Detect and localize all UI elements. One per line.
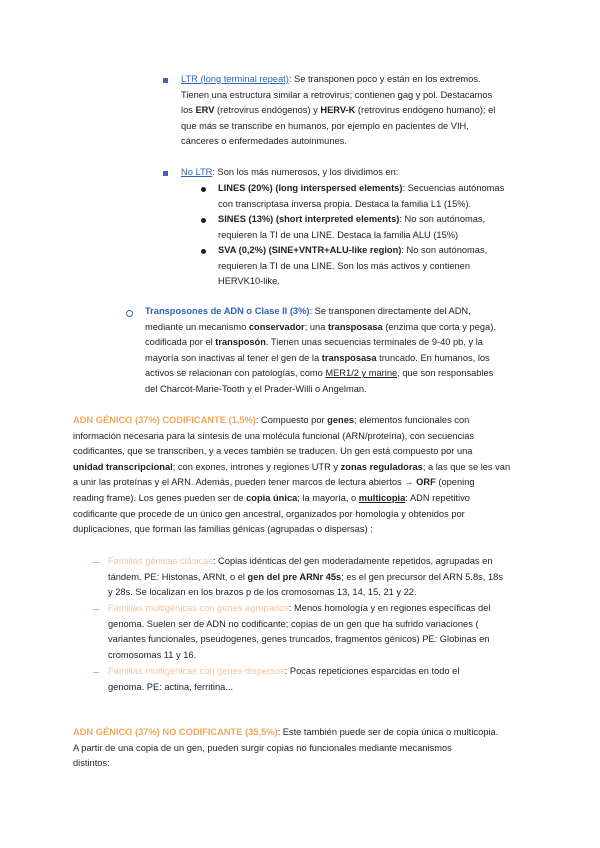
sines-term: SINES (13%) (short interpreted elements): [218, 214, 400, 224]
clase2-term: Transposones de ADN o Clase II (3%): [145, 306, 310, 316]
ltr-text: (retrovirus endógenos) y: [214, 105, 321, 116]
sva-item: [218, 243, 538, 290]
ltr-line-2: Tienen una estructura similar a retrovirus; contienen gag y pol. Destacamos: [181, 89, 493, 100]
codificante-text-8: duplicaciones, que forman las familias génicas (agrupadas o dispersas) :: [73, 524, 373, 535]
codificante-text-3: codificantes, que se transcriben, y a veces también se traducen. Un gen está compuesto por una: [73, 446, 473, 457]
unidad-term: unidad transcripcional: [73, 461, 173, 472]
codificante-text: : Compuesto por: [255, 415, 328, 425]
ltr-line-4: que más se transcribe en humanos, por ejemplo en pacientes de VIH,: [181, 120, 469, 131]
noltr-text: : Son los más numerosos, y los dividimos en:: [212, 167, 399, 177]
codificante-text: ; a las que se les van: [422, 461, 511, 472]
sines-text-2: requieren la TI de una LINE. Destaca la familia ALU (15%): [218, 229, 459, 240]
clase2-text-6: del Charcot-Marie-Tooth y el Prader-Willi o Angelman.: [145, 383, 367, 394]
clase2-text: , que son responsables: [397, 368, 494, 379]
ltr-line-5: cánceres o enfermedades autoinmunes.: [181, 136, 347, 147]
lines-term: LINES (20%) (long interspersed elements): [218, 183, 403, 193]
sines-item: [218, 212, 538, 243]
square-bullet-icon: [163, 171, 168, 176]
familia-clasica-label: Familias génicas clásicas: [108, 556, 213, 566]
noltr-paragraph: [181, 165, 541, 181]
familia-text: : Menos homología y en regiones específicas del: [288, 603, 491, 613]
nocod-paragraph: [73, 725, 543, 772]
multicopia-term: multicopia: [358, 492, 406, 503]
noltr-term: No LTR: [181, 167, 213, 177]
dash-bullet-icon: [93, 562, 99, 563]
codificante-heading: ADN GÉNICO (37%) CODIFICANTE (1,5%): [73, 415, 256, 425]
erv-term: ERV: [195, 105, 215, 116]
clase2-text: ; una: [304, 321, 328, 332]
square-bullet-icon: [163, 78, 168, 83]
mer-term: MER1/2 y marine: [325, 368, 398, 379]
familia-text-3: variantes funcionales, pseudogenes, genes truncados, fragmentos génicos) PE: Globinas en: [108, 634, 490, 645]
codificante-text: (opening: [435, 477, 475, 488]
ltr-term: LTR (long terminal repeat): [181, 74, 289, 84]
codificante-text: ; la mayoría, o: [297, 492, 359, 503]
genes-term: genes: [327, 415, 355, 425]
familia-text: : Copias idénticas del gen moderadamente repetidos, agrupadas en: [212, 556, 493, 566]
clase2-text: activos se relacionan con patologías, como: [145, 368, 326, 379]
sva-text-3: HERVK10-like.: [218, 276, 280, 287]
ltr-text: los: [181, 105, 196, 116]
ltr-paragraph: [181, 72, 541, 150]
familia-dispersos-item: [108, 664, 548, 695]
transposasa-term: transposasa: [321, 352, 377, 363]
circle-bullet-icon: [126, 310, 133, 317]
codificante-text: a unir las proteínas y el ARN. Además, pueden tener marcos de lectura abiertos →: [73, 477, 417, 488]
sva-term: SVA (0,2%) (SINE+VNTR+ALU-like region): [218, 245, 402, 255]
familia-clasica-item: [108, 554, 548, 601]
familia-text: : Pocas repeticiones esparcidas en todo el: [284, 666, 460, 676]
familia-text-2: genoma. Suelen ser de ADN no codificante; copias de un gen que ha sufrido variaciones (: [108, 618, 479, 629]
sva-text: : No son autónomas,: [401, 245, 488, 255]
codificante-text-7: codificante que procede de un único gen ancestral, organizados por homología y obtenidos por: [73, 508, 465, 519]
nocod-text-3: distintos:: [73, 758, 110, 769]
familia-text-4: cromosomas 11 y 16.: [108, 649, 197, 660]
hervk-term: HERV-K: [320, 105, 356, 116]
codificante-text: reading frame). Los genes pueden ser de: [73, 492, 247, 503]
codificante-text: : ADN repetitivo: [405, 492, 470, 503]
familia-dispersos-label: Familias multigénicas con genes dispersos: [108, 666, 285, 676]
transposasa-term: transposasa: [327, 321, 383, 332]
clase2-paragraph: [145, 304, 545, 398]
clase2-text: codificada por el: [145, 337, 216, 348]
lines-item: [218, 181, 538, 212]
codificante-text: ; con exones, intrones y regiones UTR y: [172, 461, 341, 472]
clase2-text: mediante un mecanismo: [145, 321, 249, 332]
familia-text: tándem. PE: Histonas, ARNt, o el: [108, 571, 248, 582]
clase2-text: (enzima que corta y pega),: [382, 321, 496, 332]
familia-text: ; es el gen precursor del ARN 5.8s, 18s: [341, 571, 503, 582]
codificante-text-2: información necesaria para la síntesis de una molécula funcional (ARN/proteína), con secuencias: [73, 430, 475, 441]
ltr-text: : Se transponen poco y están en los extremos.: [288, 74, 481, 84]
dash-bullet-icon: [93, 672, 99, 673]
clase2-text: . Tienen unas secuencias terminales de 9-40 pb, y la: [265, 337, 483, 348]
clase2-text: mayoría son inactivas al tener el gen de la: [145, 352, 322, 363]
nocod-text: : Este también puede ser de copia única o multicopia.: [277, 727, 499, 737]
dash-bullet-icon: [93, 609, 99, 610]
nocod-text-2: A partir de una copia de un gen, pueden surgir copias no funcionales mediante mecanismos: [73, 742, 452, 753]
codificante-text: ; elementos funcionales con: [354, 415, 470, 425]
lines-text: : Secuencias autónomas: [402, 183, 505, 193]
sva-text-2: requieren la TI de una LINE. Son los más activos y contienen: [218, 260, 471, 271]
familia-text-3: y 28s. Se localizan en los brazos p de los cromosomas 13, 14, 15, 21 y 22.: [108, 587, 417, 598]
conservador-term: conservador: [248, 321, 305, 332]
bullet-dot-icon: [201, 249, 206, 254]
nocod-heading: ADN GÉNICO (37%) NO CODIFICANTE (35,5%): [73, 727, 278, 737]
familia-text-2: genoma. PE: actina, ferritina...: [108, 681, 234, 692]
clase2-text: truncado. En humanos, los: [376, 352, 490, 363]
familia-agrupados-label: Familias multigénicas con genes agrupados: [108, 603, 289, 613]
copia-term: copia única: [246, 492, 298, 503]
bullet-dot-icon: [201, 218, 206, 223]
codificante-paragraph: [73, 413, 543, 538]
transposon-term: transposón: [215, 337, 266, 348]
zonas-term: zonas reguladoras: [340, 461, 423, 472]
lines-text-2: con transcriptasa inversa propia. Destaca la familia L1 (15%).: [218, 198, 472, 209]
familia-agrupados-item: [108, 601, 548, 663]
sines-text: : No son autónomas,: [399, 214, 486, 224]
pre-arnr-term: gen del pre ARNr 45s: [247, 571, 342, 582]
ltr-text: (retrovirus endógeno humano); el: [355, 105, 496, 116]
bullet-dot-icon: [201, 187, 206, 192]
clase2-text: : Se transponen directamente del ADN,: [309, 306, 471, 316]
orf-term: ORF: [416, 477, 436, 488]
